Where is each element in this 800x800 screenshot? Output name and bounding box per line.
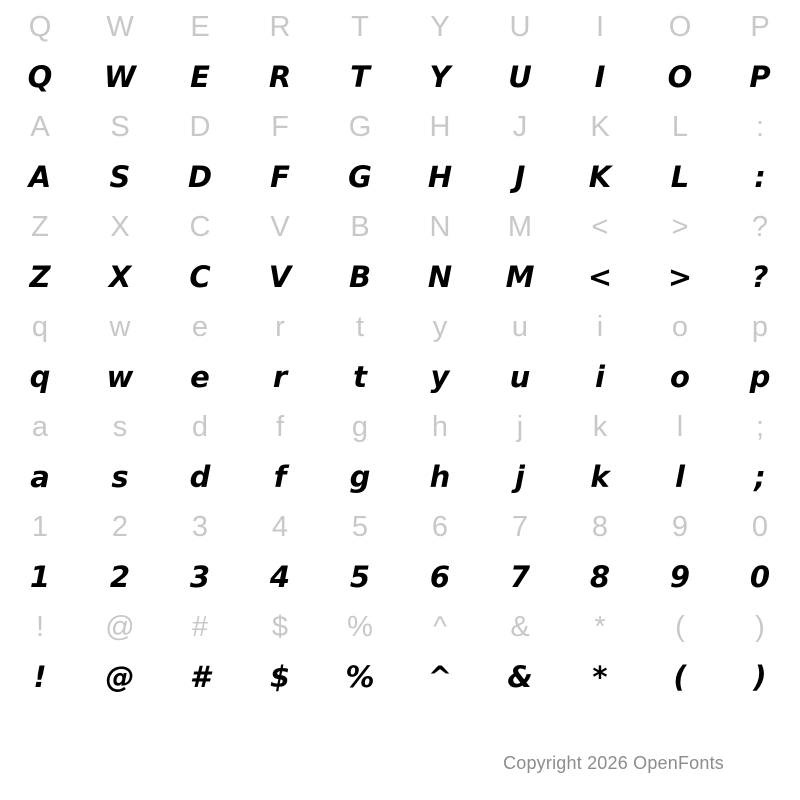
glyph-cell: & — [510, 610, 530, 643]
glyph-cell: e — [190, 359, 210, 394]
glyph-cell: 2 — [111, 510, 129, 543]
glyph-cell: f — [275, 410, 285, 443]
glyph-cell: J — [512, 110, 528, 143]
glyph-cell: y — [432, 310, 448, 343]
glyph-cell: P — [749, 59, 771, 94]
glyph-cell: a — [30, 459, 50, 494]
glyph-cell: j — [515, 459, 525, 494]
glyph-cell: 1 — [31, 510, 49, 543]
glyph-cell: G — [348, 110, 372, 143]
glyph-cell: 0 — [749, 559, 771, 594]
glyph-cell: ^ — [433, 610, 447, 643]
glyph-cell: O — [667, 59, 693, 94]
glyph-cell: l — [675, 459, 685, 494]
glyph-row-sample — [0, 652, 800, 702]
glyph-cell: t — [355, 310, 365, 343]
glyph-cell: S — [110, 110, 130, 143]
glyph-cell: ) — [753, 659, 767, 694]
glyph-cell: # — [191, 610, 209, 643]
glyph-cell: i — [596, 310, 604, 343]
glyph-cell: % — [347, 610, 373, 643]
glyph-cell: # — [189, 659, 211, 694]
glyph-cell: l — [676, 410, 684, 443]
glyph-cell: D — [189, 110, 211, 143]
glyph-cell: d — [189, 459, 211, 494]
glyph-cell: S — [109, 159, 131, 194]
glyph-cell: H — [427, 159, 453, 194]
glyph-cell: p — [751, 310, 769, 343]
glyph-cell: R — [268, 59, 292, 94]
glyph-row-sample — [0, 252, 800, 302]
glyph-cell: k — [592, 410, 608, 443]
glyph-row-reference — [0, 402, 800, 452]
glyph-cell: W — [106, 10, 134, 43]
glyph-cell: j — [516, 410, 524, 443]
glyph-cell: L — [670, 159, 690, 194]
glyph-cell: i — [595, 359, 605, 394]
glyph-cell: 9 — [671, 510, 689, 543]
glyph-cell: N — [429, 210, 451, 243]
glyph-cell: ) — [755, 610, 765, 643]
glyph-cell: ? — [751, 210, 769, 243]
glyph-cell: e — [191, 310, 209, 343]
glyph-row-reference — [0, 302, 800, 352]
glyph-cell: D — [187, 159, 213, 194]
glyph-cell: u — [511, 310, 529, 343]
glyph-cell: R — [269, 10, 291, 43]
glyph-cell: Z — [29, 259, 51, 294]
glyph-cell: ^ — [427, 659, 453, 694]
glyph-cell: 1 — [29, 559, 51, 594]
glyph-cell: > — [671, 210, 689, 243]
glyph-cell: 9 — [669, 559, 691, 594]
glyph-cell: 3 — [189, 559, 211, 594]
glyph-cell: 7 — [509, 559, 531, 594]
glyph-cell: < — [587, 259, 613, 294]
glyph-cell: 2 — [109, 559, 131, 594]
glyph-cell: C — [189, 210, 211, 243]
glyph-cell: ? — [751, 259, 769, 294]
glyph-cell: ! — [35, 610, 45, 643]
glyph-cell: y — [430, 359, 450, 394]
glyph-cell: E — [190, 10, 210, 43]
glyph-row-sample — [0, 52, 800, 102]
glyph-cell: Y — [429, 59, 451, 94]
glyph-cell: 5 — [351, 510, 369, 543]
glyph-cell: $ — [269, 659, 291, 694]
glyph-cell: T — [351, 10, 369, 43]
glyph-row-reference — [0, 602, 800, 652]
glyph-cell: M — [505, 259, 535, 294]
glyph-cell: h — [431, 410, 449, 443]
glyph-cell: h — [429, 459, 451, 494]
glyph-cell: a — [31, 410, 49, 443]
glyph-cell: k — [590, 459, 610, 494]
glyph-cell: H — [429, 110, 451, 143]
glyph-cell: $ — [271, 610, 289, 643]
glyph-cell: Q — [28, 10, 52, 43]
glyph-cell: C — [189, 259, 211, 294]
glyph-cell: * — [592, 659, 608, 694]
glyph-cell: U — [508, 59, 532, 94]
glyph-cell: q — [29, 359, 51, 394]
glyph-cell: F — [270, 159, 290, 194]
glyph-cell: & — [507, 659, 533, 694]
glyph-cell: : — [754, 159, 766, 194]
glyph-cell: ( — [673, 659, 687, 694]
glyph-cell: B — [348, 259, 372, 294]
glyph-cell: B — [350, 210, 370, 243]
glyph-row-sample — [0, 152, 800, 202]
glyph-cell: > — [667, 259, 693, 294]
glyph-cell: s — [111, 459, 129, 494]
glyph-cell: T — [350, 59, 370, 94]
glyph-cell: 3 — [191, 510, 209, 543]
glyph-cell: g — [351, 410, 369, 443]
glyph-cell: 4 — [271, 510, 289, 543]
glyph-cell: K — [590, 110, 610, 143]
glyph-cell: J — [514, 159, 526, 194]
glyph-cell: w — [109, 310, 131, 343]
glyph-cell: 4 — [269, 559, 291, 594]
glyph-row-sample — [0, 552, 800, 602]
glyph-cell: W — [104, 59, 136, 94]
glyph-cell: Y — [430, 10, 450, 43]
glyph-cell: V — [268, 259, 292, 294]
glyph-cell: f — [273, 459, 287, 494]
glyph-cell: o — [670, 359, 690, 394]
glyph-cell: @ — [105, 610, 135, 643]
glyph-cell: 6 — [429, 559, 451, 594]
glyph-cell: p — [749, 359, 771, 394]
glyph-row-reference — [0, 2, 800, 52]
glyph-cell: 8 — [589, 559, 611, 594]
glyph-cell: 7 — [511, 510, 529, 543]
glyph-cell: V — [270, 210, 290, 243]
glyph-cell: r — [275, 310, 285, 343]
glyph-cell: @ — [105, 659, 135, 694]
glyph-cell: 6 — [431, 510, 449, 543]
glyph-cell: O — [668, 10, 692, 43]
glyph-cell: d — [191, 410, 209, 443]
glyph-row-sample — [0, 352, 800, 402]
glyph-cell: U — [509, 10, 531, 43]
glyph-cell: u — [509, 359, 531, 394]
glyph-cell: : — [755, 110, 765, 143]
copyright-notice: Copyright 2026 OpenFonts — [503, 753, 724, 773]
glyph-cell: q — [31, 310, 49, 343]
glyph-cell: Z — [31, 210, 49, 243]
glyph-cell: * — [594, 610, 606, 643]
glyph-row-reference — [0, 102, 800, 152]
glyph-row-reference — [0, 502, 800, 552]
glyph-cell: ; — [754, 459, 766, 494]
glyph-cell: o — [671, 310, 689, 343]
glyph-cell: A — [30, 110, 50, 143]
glyph-cell: 0 — [751, 510, 769, 543]
glyph-cell: % — [345, 659, 375, 694]
glyph-row-reference — [0, 202, 800, 252]
glyph-cell: ( — [675, 610, 685, 643]
glyph-cell: X — [110, 210, 130, 243]
glyph-cell: 5 — [349, 559, 371, 594]
glyph-cell: < — [591, 210, 609, 243]
glyph-cell: M — [507, 210, 533, 243]
glyph-cell: r — [272, 359, 288, 394]
glyph-row-sample — [0, 452, 800, 502]
glyph-cell: L — [671, 110, 689, 143]
glyph-cell: I — [595, 10, 605, 43]
glyph-cell: ! — [33, 659, 47, 694]
glyph-cell: E — [190, 59, 210, 94]
glyph-cell: G — [348, 159, 372, 194]
glyph-cell: g — [349, 459, 371, 494]
glyph-cell: 8 — [591, 510, 609, 543]
glyph-cell: s — [112, 410, 128, 443]
glyph-cell: Q — [27, 59, 53, 94]
glyph-cell: F — [271, 110, 289, 143]
glyph-cell: ; — [755, 410, 765, 443]
glyph-cell: A — [28, 159, 52, 194]
glyph-cell: K — [588, 159, 612, 194]
glyph-cell: X — [108, 259, 132, 294]
glyph-cell: I — [594, 59, 606, 94]
glyph-cell: w — [106, 359, 134, 394]
glyph-cell: P — [750, 10, 770, 43]
glyph-cell: N — [427, 259, 453, 294]
glyph-cell: t — [353, 359, 367, 394]
